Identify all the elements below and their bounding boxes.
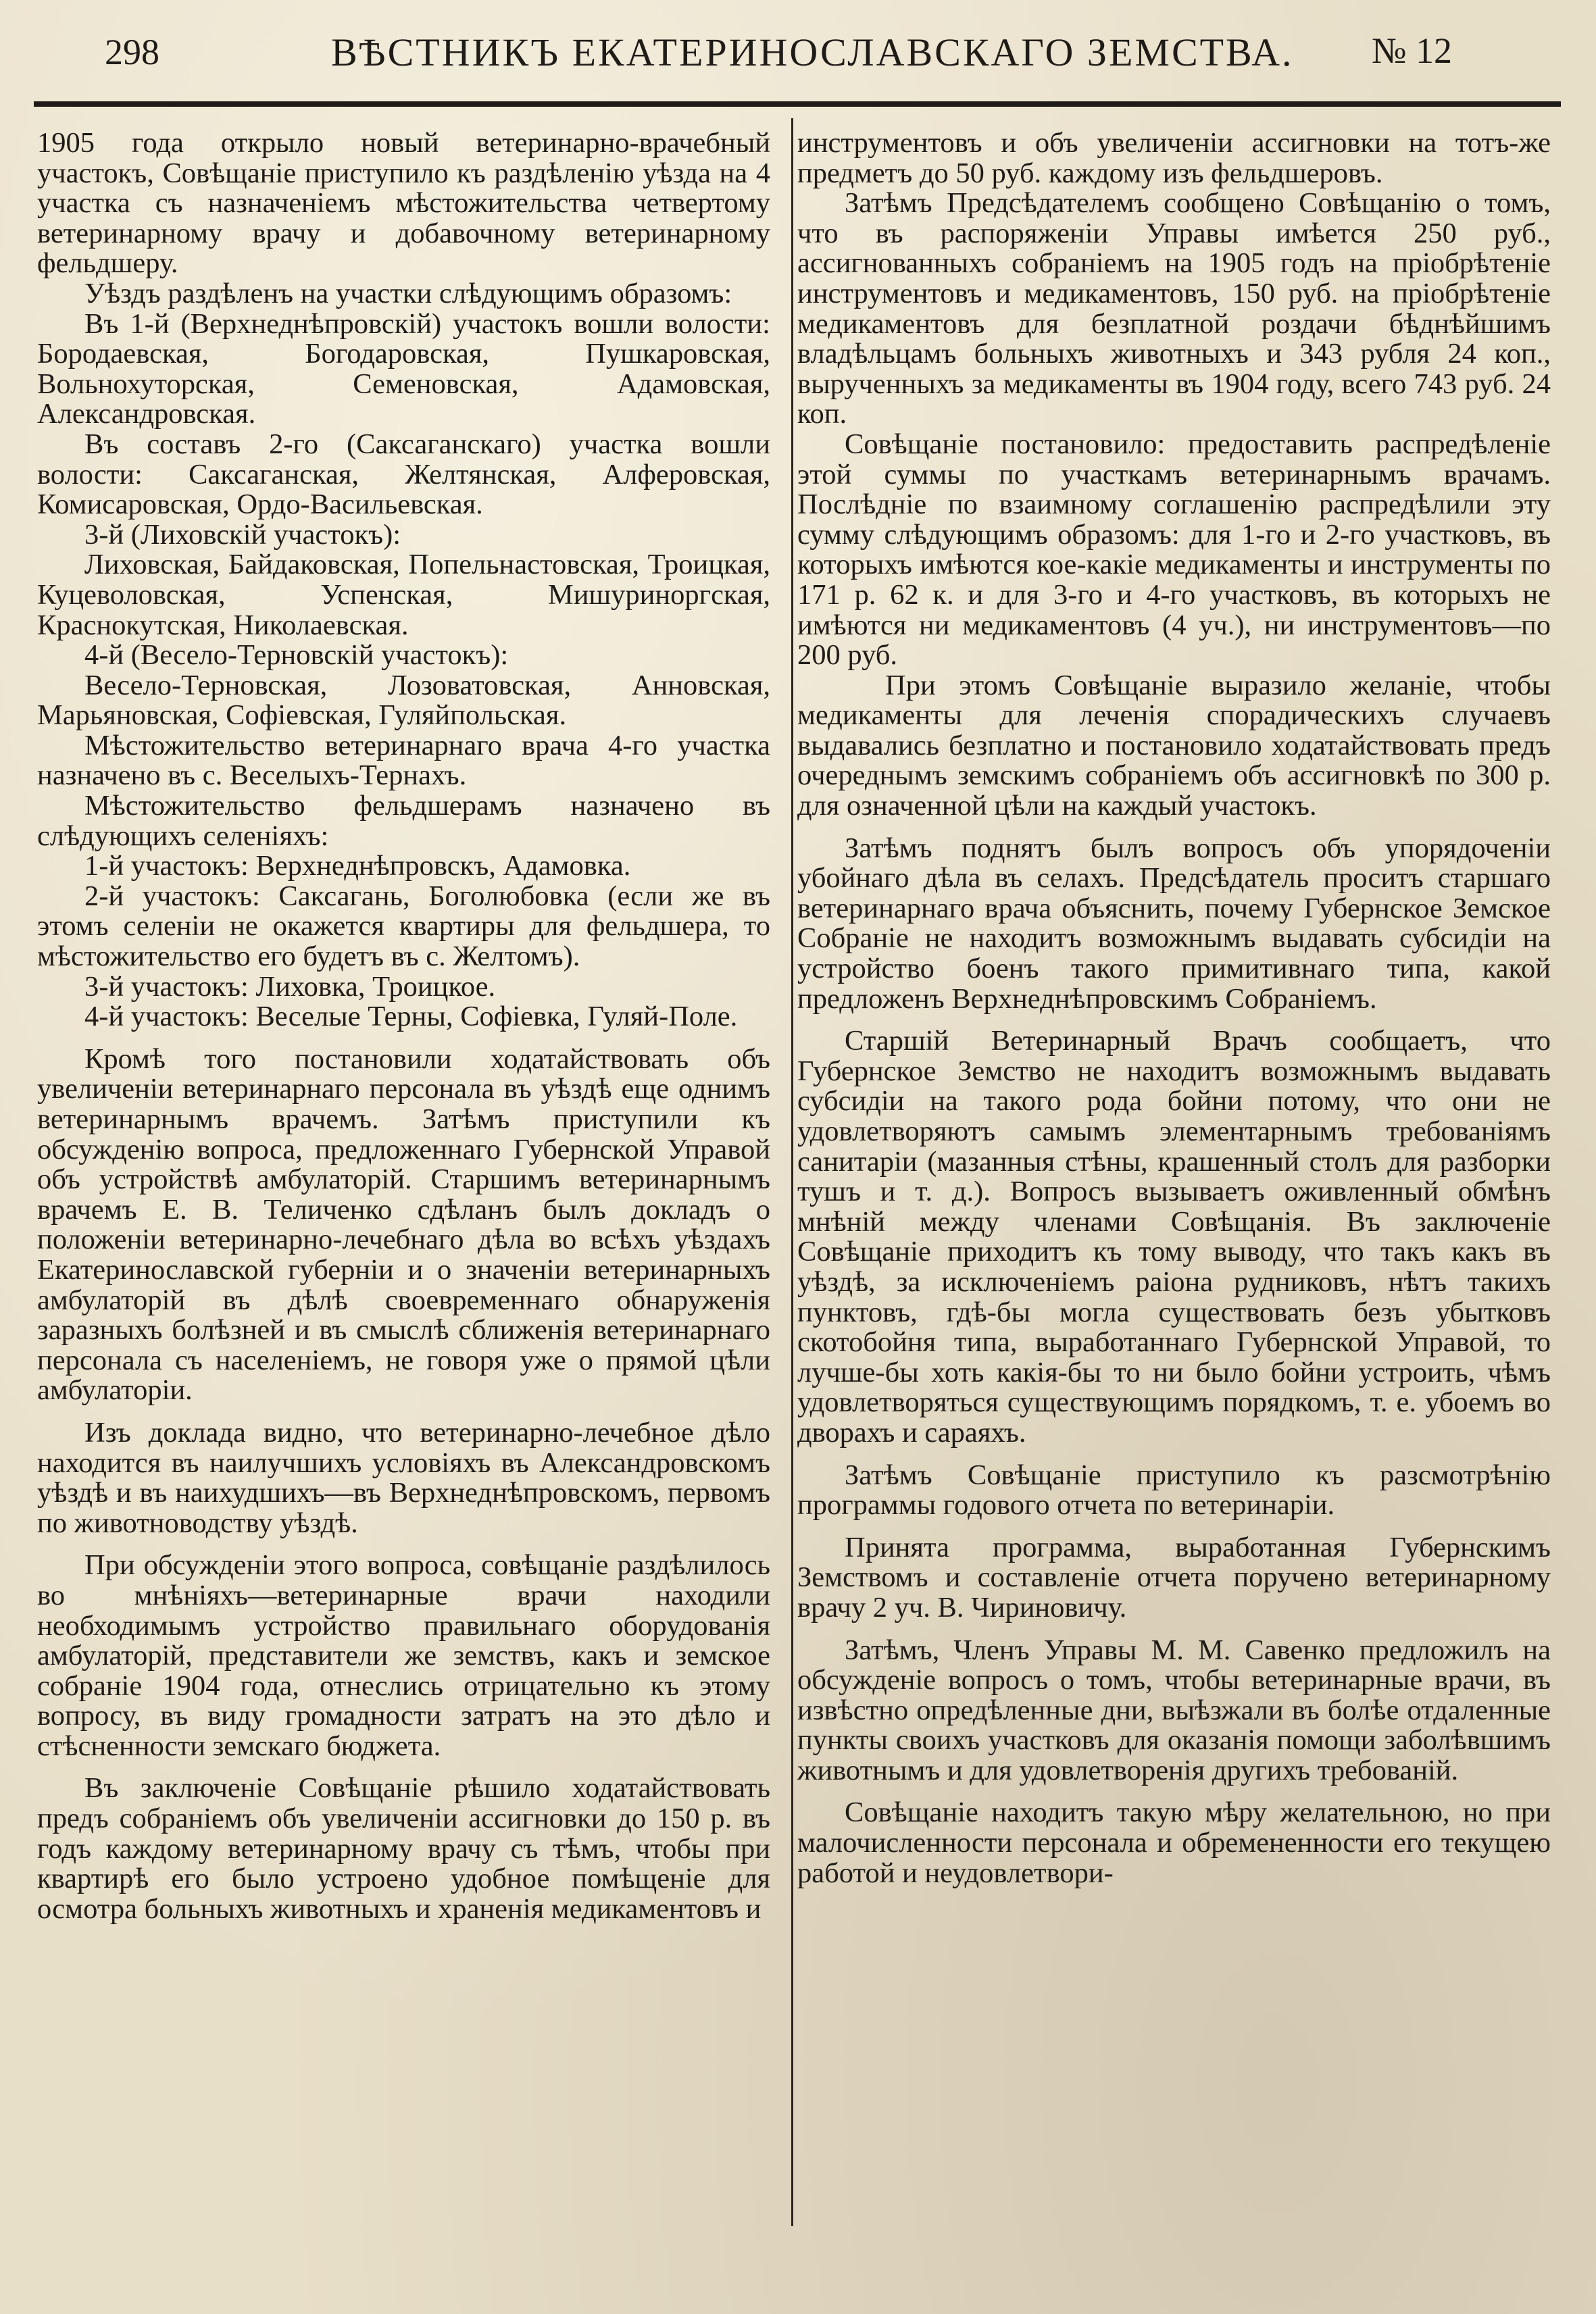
paragraph: Старшій Ветеринарный Врачъ сообщаетъ, что Губернское Земство не находитъ возможнымъ выдавать субсидіи на такого рода бойни потому, что они не удовлетворяютъ самымъ элементарнымъ требованіямъ санитаріи (мазанныя стѣны, крашенный столъ для разборки тушъ и т. д.). Вопросъ вызываетъ оживленный обмѣнъ мнѣній между членами Совѣщанія. Въ заключеніе Совѣщаніе приходитъ къ тому выводу, что такъ какъ въ уѣздѣ, за исключеніемъ раіона рудниковъ, нѣтъ такихъ пунктовъ, гдѣ-бы могла существовать безъ убытковъ скотобойня типа, выработаннаго Губернской Управой, то лучше-бы хоть какія-бы то ни было бойни устроить, чѣмъ удовлетворяться существующимъ порядкомъ, т. е. убоемъ во дворахъ и сараяхъ. (797, 1025, 1551, 1449)
issue-number: № 12 (1372, 30, 1453, 71)
paragraph: Совѣщаніе постановило: предоставить распредѣленіе этой суммы по участкамъ ветеринарнымъ врачамъ. Послѣдніе по взаимному соглашенію распредѣлили эту сумму слѣдующимъ образомъ: для 1-го и 2-го участковъ, въ которыхъ имѣются кое-какіе медикаменты и инструменты по 171 р. 62 к. и для 3-го и 4-го участковъ, въ которыхъ не имѣются ни медикаментовъ (4 уч.), ни инструментовъ—по 200 руб. (797, 428, 1551, 672)
paragraph: Въ заключеніе Совѣщаніе рѣшило ходатайствовать предъ собраніемъ объ увеличеніи ассигновки до 150 р. въ годъ каждому ветеринарному врачу съ тѣмъ, чтобы при квартирѣ его было устроено удобное помѣщеніе для осмотра больныхъ животныхъ и храненія медикаментовъ и (37, 1772, 770, 1925)
paragraph: Мѣстожительство ветеринарнаго врача 4-го участка назначено въ с. Веселыхъ-Тернахъ. (37, 729, 770, 792)
paragraph: Изъ доклада видно, что ветеринарно-лечебное дѣло находится въ наилучшихъ условіяхъ въ Александровскомъ уѣздѣ и въ наихудшихъ—въ Верхнеднѣпровскомъ, первомъ по животноводству уѣздѣ. (37, 1416, 770, 1539)
paragraph: 1-й участокъ: Верхнеднѣпровскъ, Адамовка. (84, 850, 631, 882)
paragraph: Совѣщаніе находитъ такую мѣру желательною, но при малочисленности персонала и обремененности его текущею работой и неудовлетвори- (797, 1796, 1551, 1889)
column-divider (791, 118, 793, 2226)
journal-title: ВѢСТНИКЪ ЕКАТЕРИНОСЛАВСКАГО ЗЕМСТВА. (331, 30, 1294, 74)
right-column (797, 128, 1551, 1888)
page-number: 298 (105, 32, 159, 72)
paragraph: Весело-Терновская, Лозоватовская, Анновская, Марьяновская, Софіевская, Гуляйпольская. (37, 669, 770, 732)
paragraph: При этомъ Совѣщаніе выразило желаніе, чтобы медикаменты для леченія спорадическихъ случаевъ выдавались безплатно и постановило ходатайствовать предъ очереднымъ земскимъ собраніемъ объ ассигновкѣ по 300 р. для означенной цѣли на каждый участокъ. (797, 669, 1551, 822)
paragraph: 2-й участокъ: Саксагань, Боголюбовка (если же въ этомъ селеніи не окажется квартиры для фельдшера, то мѣстожительство его будетъ въ с. Желтомъ). (37, 880, 770, 973)
left-column (37, 128, 770, 1924)
paragraph: Затѣмъ Предсѣдателемъ сообщено Совѣщанію о томъ, что въ распоряженіи Управы имѣется 250 руб., ассигнованныхъ собраніемъ на 1905 годъ на пріобрѣтеніе инструментовъ и медикаментовъ, 150 руб. на пріобрѣтеніе медикаментовъ для безплатной роздачи бѣднѣйшимъ владѣльцамъ больныхъ животныхъ и 343 рубля 24 коп., вырученныхъ за медикаменты въ 1904 году, всего 743 руб. 24 коп. (797, 187, 1551, 430)
header-rule (34, 101, 1561, 107)
paragraph: При обсужденіи этого вопроса, совѣщаніе раздѣлилось во мнѣніяхъ—ветеринарные врачи находили необходимымъ устройство правильнаго оборудованія амбулаторій, представители же земствъ, какъ и земское собраніе 1904 года, отнеслись отрицательно къ этому вопросу, въ виду громадности затратъ на это дѣло и стѣсненности земскаго бюджета. (37, 1549, 770, 1762)
paragraph: Принята программа, выработанная Губернскимъ Земствомъ и составленіе отчета поручено ветеринарному врачу 2 уч. В. Чириновичу. (797, 1531, 1551, 1624)
paragraph: Лиховская, Байдаковская, Попельнастовская, Троицкая, Куцеволовская, Успенская, Мишуриноргская, Краснокутская, Николаевская. (37, 549, 770, 641)
paragraph: Въ 1-й (Верхнеднѣпровскій) участокъ вошли волости: Бородаевская, Богодаровская, Пушкаровская, Вольнохуторская, Семеновская, Адамовская, Александровская. (37, 307, 770, 430)
paragraph: Затѣмъ поднятъ былъ вопросъ объ упорядоченіи убойнаго дѣла въ селахъ. Предсѣдатель проситъ старшаго ветеринарнаго врача объяснить, почему Губернское Земское Собраніе не находитъ возможнымъ выдавать субсидіи на устройство боенъ такого примитивнаго типа, какой предложенъ Верхнеднѣпровскимъ Собраніемъ. (797, 832, 1551, 1015)
paragraph: Затѣмъ, Членъ Управы М. М. Савенко предложилъ на обсужденіе вопросъ о томъ, чтобы ветеринарные врачи, въ извѣстно опредѣленные дни, выѣзжали въ болѣе отдаленные пункты своихъ участковъ для оказанія помощи заболѣвшимъ животнымъ и для удовлетворенія другихъ требованій. (797, 1634, 1551, 1786)
paragraph: 1905 года открыло новый ветеринарно-врачебный участокъ, Совѣщаніе приступило къ раздѣленію уѣзда на 4 участка съ назначеніемъ мѣстожительства четвертому ветеринарному врачу и добавочному ветеринарному фельдшеру. (37, 127, 770, 280)
paragraph: Въ составъ 2-го (Саксаганскаго) участка вошли волости: Саксаганская, Желтянская, Алферовская, Комисаровская, Ордо-Васильевская. (37, 428, 770, 521)
paragraph: 4-й (Весело-Терновскій участокъ): (84, 639, 509, 672)
paragraph: инструментовъ и объ увеличеніи ассигновки на тотъ-же предметъ до 50 руб. каждому изъ фельдшеровъ. (797, 127, 1551, 189)
page-header (34, 26, 1561, 86)
paragraph: 3-й участокъ: Лиховка, Троицкое. (84, 970, 496, 1003)
paragraph: 4-й участокъ: Веселые Терны, Софіевка, Гуляй-Поле. (84, 1001, 738, 1033)
paragraph: 3-й (Лиховскій участокъ): (84, 518, 401, 551)
paragraph: Уѣздъ раздѣленъ на участки слѣдующимъ образомъ: (84, 277, 732, 309)
paragraph: Кромѣ того постановили ходатайствовать объ увеличеніи ветеринарнаго персонала въ уѣздѣ еще однимъ ветеринарнымъ врачемъ. Затѣмъ приступили къ обсужденію вопроса, предложеннаго Губернской Управой объ устройствѣ амбулаторій. Старшимъ ветеринарнымъ врачемъ Е. В. Теличенко сдѣланъ былъ докладъ о положеніи ветеринарно-лечебнаго дѣла во всѣхъ уѣздахъ Екатеринославской губерніи и о значеніи ветеринарныхъ амбулаторій въ дѣлѣ своевременнаго обнаруженія заразныхъ болѣзней и въ смыслѣ сближенія ветеринарнаго персонала съ населеніемъ, не говоря уже о прямой цѣли амбулаторіи. (37, 1042, 770, 1407)
paragraph: Затѣмъ Совѣщаніе приступило къ разсмотрѣнію программы годового отчета по ветеринаріи. (797, 1459, 1551, 1521)
paragraph: Мѣстожительство фельдшерамъ назначено въ слѣдующихъ селеніяхъ: (37, 790, 770, 852)
